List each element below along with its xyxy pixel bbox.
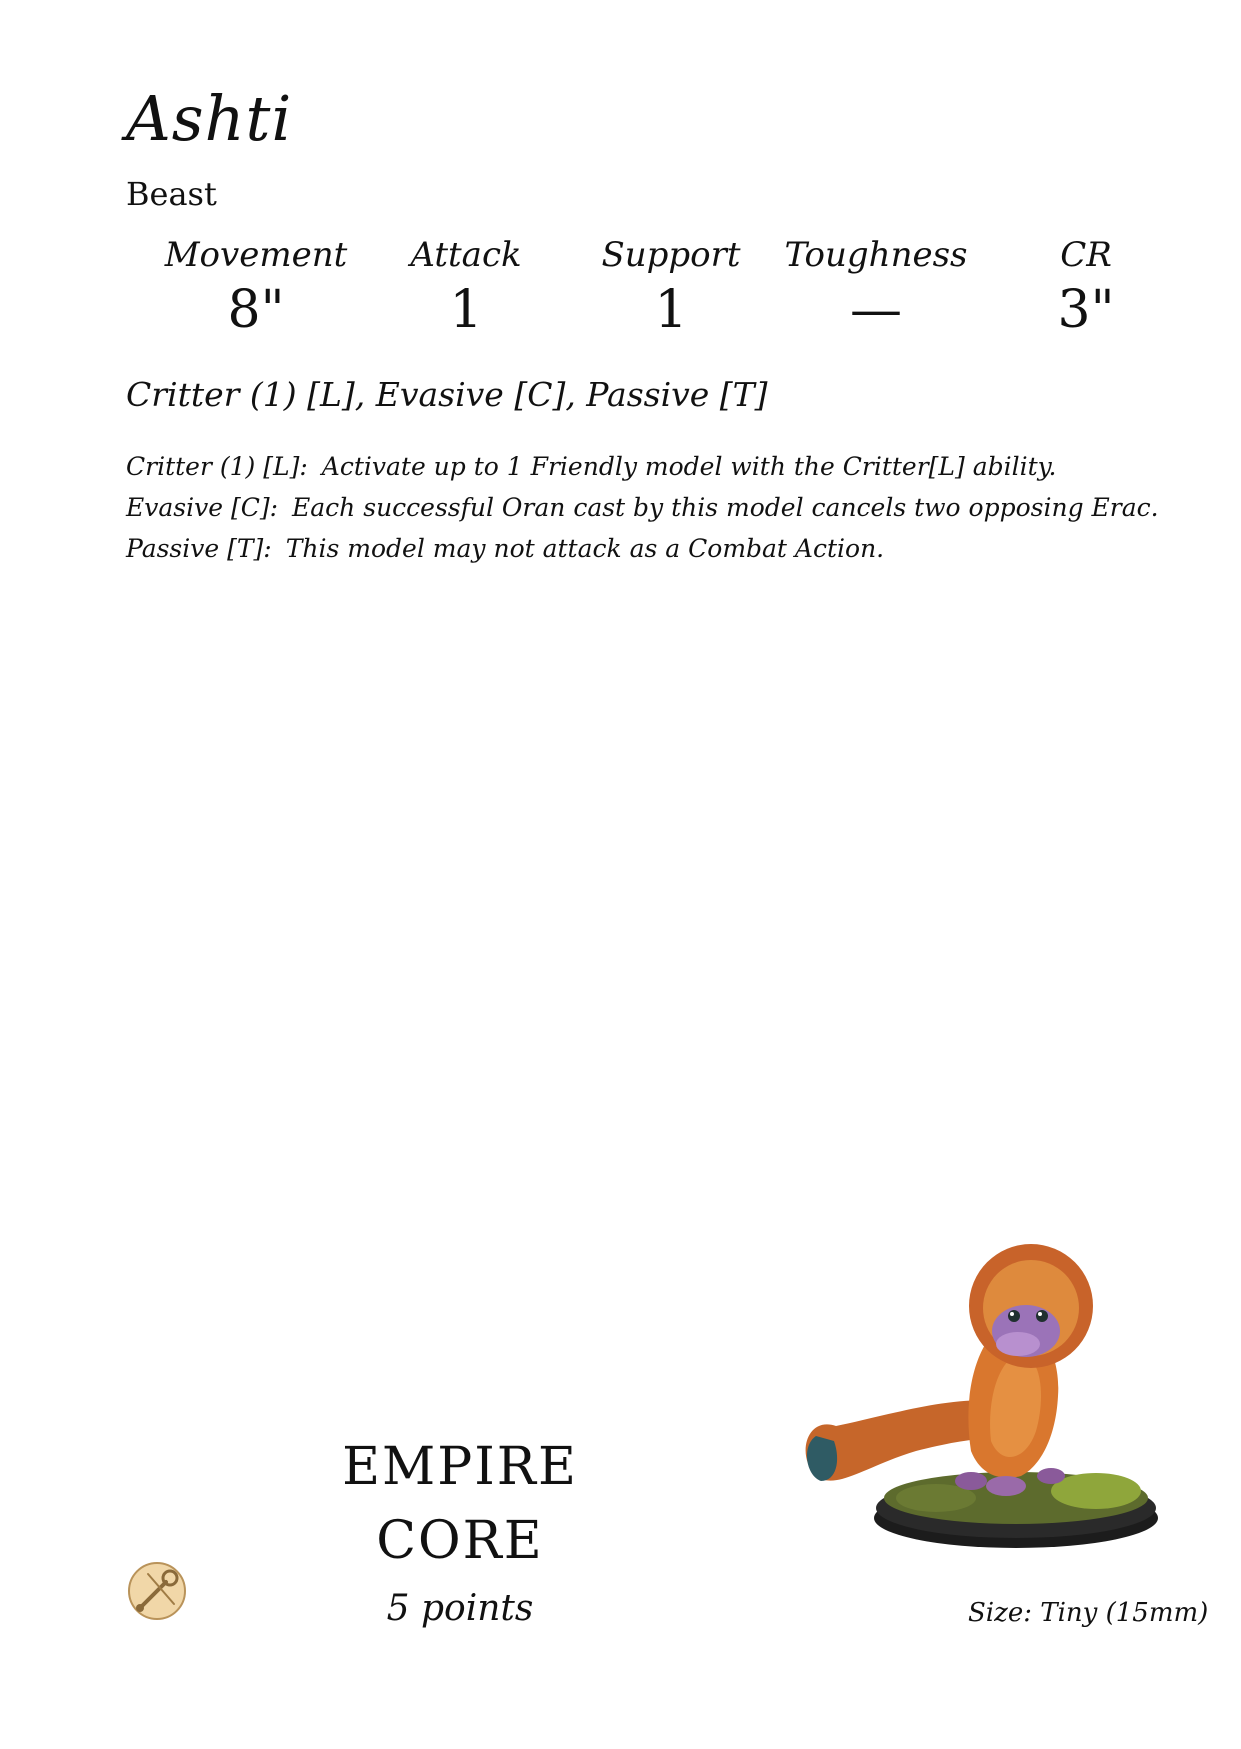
stat-label: CR: [1060, 235, 1112, 275]
rule-name: Evasive [C]:: [126, 493, 279, 522]
rule-item: [126, 528, 1159, 569]
rule-item: [126, 487, 1159, 528]
wrench-sword-icon: [126, 1560, 188, 1622]
stat-attack: [366, 235, 566, 340]
rules-list: [126, 446, 1159, 569]
faction-block: [300, 1430, 620, 1578]
rule-item: [126, 446, 1159, 487]
points-cost: 5 points: [386, 1588, 534, 1629]
stat-value: 1: [654, 280, 688, 340]
rule-text: This model may not attack as a Combat Action.: [285, 534, 885, 563]
faction-line-2: CORE: [376, 1511, 544, 1571]
stat-movement: [156, 235, 356, 340]
rule-name: Passive [T]:: [126, 534, 272, 563]
rule-name: Critter (1) [L]:: [126, 452, 308, 481]
unit-name: Ashti: [126, 82, 293, 155]
traits-line: Critter (1) [L], Evasive [C], Passive [T]: [126, 375, 768, 414]
size-label: Size: Tiny (15mm): [968, 1598, 1209, 1628]
stat-value: 1: [449, 280, 483, 340]
rule-text: Each successful Oran cast by this model cancels two opposing Erac.: [292, 493, 1159, 522]
miniature-photo: [796, 1236, 1166, 1556]
stat-support: [571, 235, 771, 340]
stat-value: 8": [227, 280, 285, 340]
stat-label: Attack: [410, 235, 522, 275]
stat-cr: [986, 235, 1186, 340]
stat-toughness: [776, 235, 976, 340]
stat-label: Support: [601, 235, 741, 275]
stat-value: —: [850, 280, 902, 340]
unit-type: Beast: [126, 175, 217, 213]
stats-row: [126, 235, 1115, 348]
faction-line-1: EMPIRE: [342, 1437, 578, 1497]
stat-label: Movement: [164, 235, 348, 275]
rule-text: Activate up to 1 Friendly model with the Critter[L] ability.: [321, 452, 1057, 481]
stat-label: Toughness: [784, 235, 968, 275]
stat-value: 3": [1057, 280, 1115, 340]
